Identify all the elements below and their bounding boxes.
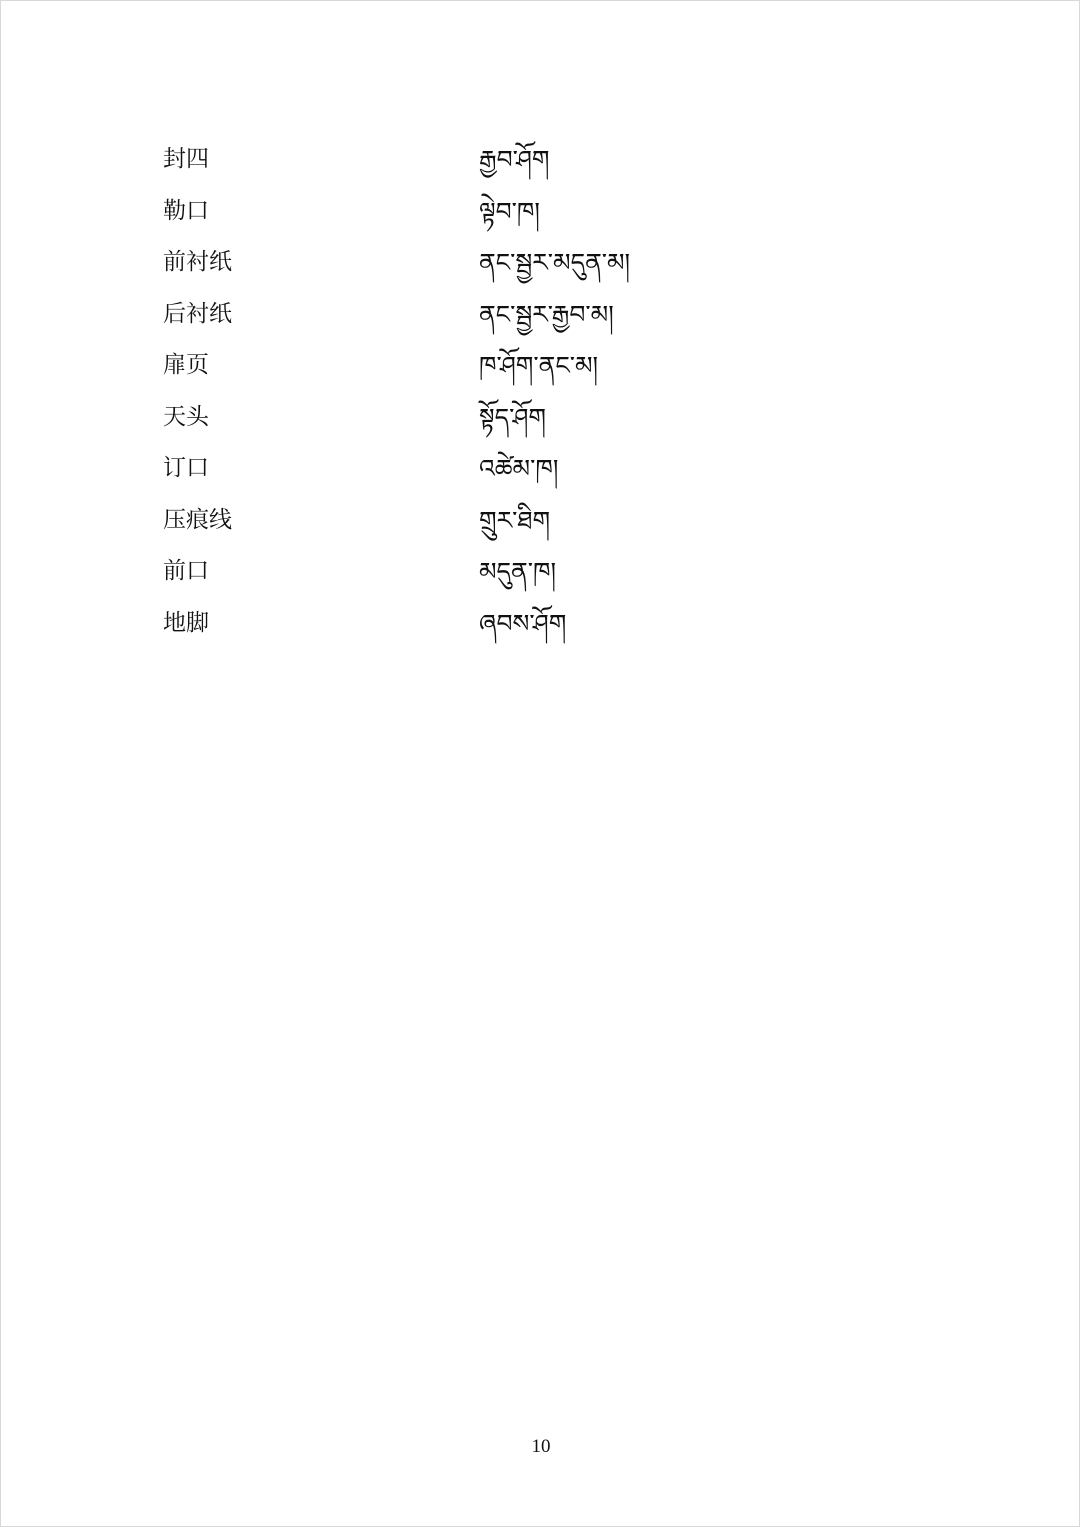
chinese-term: 订口: [163, 455, 209, 482]
tibetan-term: ནང་སྦྱར་མདུན་མ།: [479, 248, 631, 278]
chinese-term: 天头: [163, 403, 209, 430]
tibetan-term: སྟོད་ཤོག: [479, 402, 547, 432]
glossary-row: [163, 186, 863, 238]
chinese-term: 后衬纸: [163, 300, 232, 327]
tibetan-term: ལྟེབ་ཁ།: [479, 196, 540, 226]
tibetan-term: ཁ་ཤོག་ནང་མ།: [479, 351, 599, 381]
glossary-row: [163, 392, 863, 444]
page-number: 10: [531, 1436, 551, 1457]
chinese-term: 扉页: [163, 352, 209, 379]
glossary-row: [163, 289, 863, 341]
glossary-row: [163, 495, 863, 547]
glossary-row: [163, 546, 863, 598]
chinese-term: 地脚: [163, 609, 209, 636]
chinese-term: 前口: [163, 558, 209, 585]
glossary-row: [163, 340, 863, 392]
tibetan-term: གྲུར་ཐིག: [479, 505, 551, 535]
tibetan-term: རྒྱབ་ཤོག: [479, 145, 550, 175]
tibetan-term: ནང་སྦྱར་རྒྱབ་མ།: [479, 299, 614, 329]
glossary-row: [163, 134, 863, 186]
chinese-term: 封四: [163, 146, 209, 173]
chinese-term: 勒口: [163, 197, 209, 224]
glossary-row: [163, 598, 863, 650]
chinese-term: 压痕线: [163, 506, 232, 533]
tibetan-term: འཚེམ་ཁ།: [479, 454, 559, 484]
glossary-list: [163, 134, 863, 649]
tibetan-term: ཞབས་ཤོག: [479, 608, 567, 638]
tibetan-term: མདུན་ཁ།: [479, 557, 557, 587]
glossary-row: [163, 443, 863, 495]
glossary-row: [163, 237, 863, 289]
chinese-term: 前衬纸: [163, 249, 232, 276]
